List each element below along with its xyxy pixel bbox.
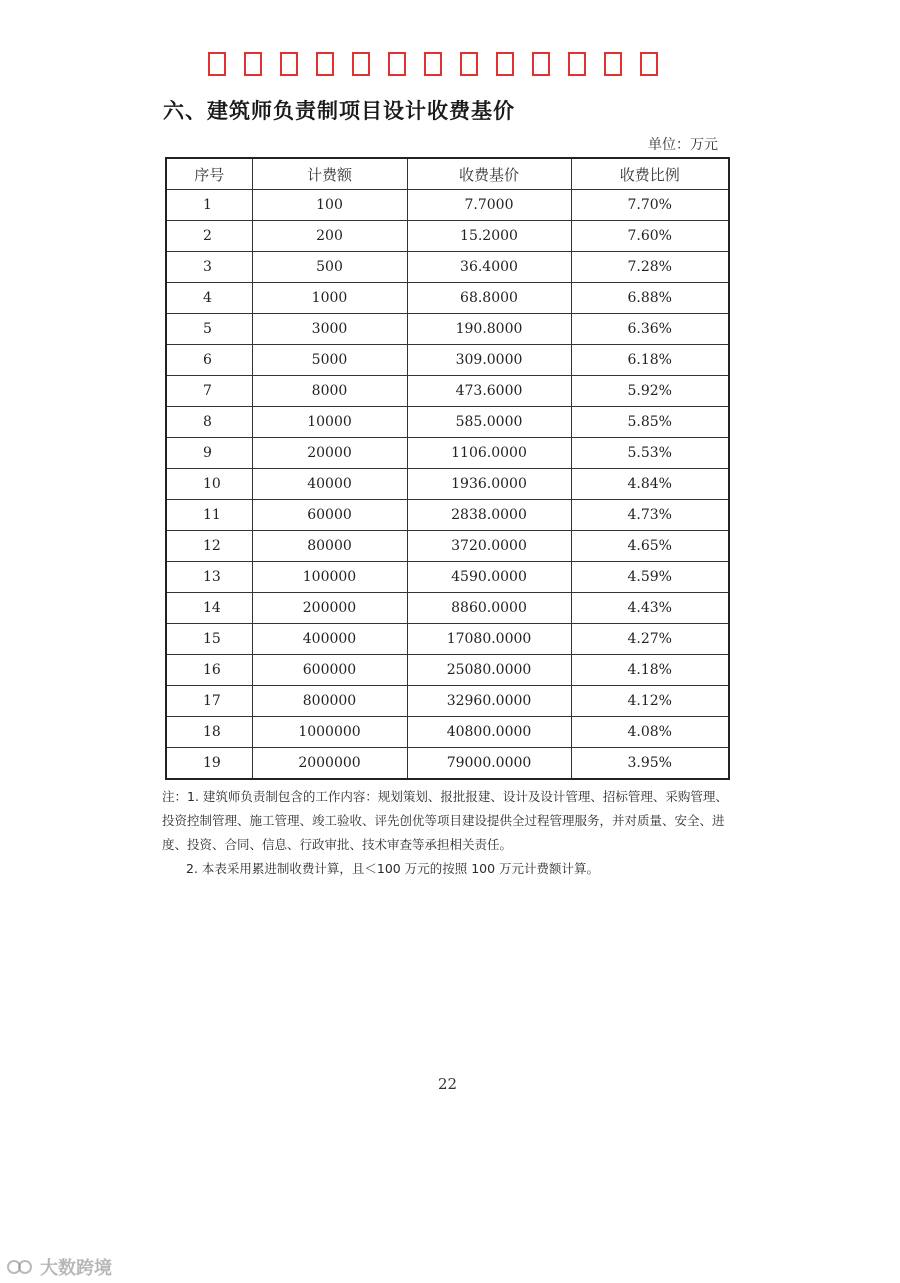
cell-base-price: 17080.0000 xyxy=(407,624,571,655)
column-header-index: 序号 xyxy=(166,158,252,190)
cell-fee-amount: 1000 xyxy=(252,283,407,314)
cell-ratio: 3.95% xyxy=(571,748,729,780)
cell-ratio: 4.08% xyxy=(571,717,729,748)
watermark-logo-icon xyxy=(6,1258,34,1276)
page-title: 六、建筑师负责制项目设计收费基价 xyxy=(163,99,515,123)
cell-fee-amount: 800000 xyxy=(252,686,407,717)
notes-section xyxy=(162,785,732,881)
table-header-row xyxy=(166,158,729,190)
cell-base-price: 309.0000 xyxy=(407,345,571,376)
stamp-box xyxy=(280,52,298,76)
table-row xyxy=(166,717,729,748)
cell-index: 12 xyxy=(166,531,252,562)
cell-base-price: 40800.0000 xyxy=(407,717,571,748)
cell-index: 16 xyxy=(166,655,252,686)
cell-ratio: 5.85% xyxy=(571,407,729,438)
stamp-box xyxy=(460,52,478,76)
cell-index: 9 xyxy=(166,438,252,469)
cell-ratio: 4.43% xyxy=(571,593,729,624)
cell-ratio: 6.18% xyxy=(571,345,729,376)
cell-ratio: 7.70% xyxy=(571,190,729,221)
cell-fee-amount: 5000 xyxy=(252,345,407,376)
table-row xyxy=(166,221,729,252)
cell-index: 14 xyxy=(166,593,252,624)
cell-index: 4 xyxy=(166,283,252,314)
cell-fee-amount: 1000000 xyxy=(252,717,407,748)
cell-index: 19 xyxy=(166,748,252,780)
stamp-box xyxy=(316,52,334,76)
cell-fee-amount: 40000 xyxy=(252,469,407,500)
column-header-fee-amount: 计费额 xyxy=(252,158,407,190)
stamp-box xyxy=(244,52,262,76)
cell-base-price: 25080.0000 xyxy=(407,655,571,686)
table-row xyxy=(166,252,729,283)
table-row xyxy=(166,531,729,562)
note-1: 注：1. 建筑师负责制包含的工作内容：规划策划、报批报建、设计及设计管理、招标管理、采购管理、投资控制管理、施工管理、竣工验收、评先创优等项目建设提供全过程管理服务，并对质量、安全、进度、投资、合同、信息、行政审批、技术审查等承担相关责任。 xyxy=(162,789,728,852)
fee-table xyxy=(165,157,730,780)
cell-ratio: 7.28% xyxy=(571,252,729,283)
cell-ratio: 6.88% xyxy=(571,283,729,314)
cell-index: 17 xyxy=(166,686,252,717)
cell-base-price: 36.4000 xyxy=(407,252,571,283)
table-row xyxy=(166,438,729,469)
stamp-box xyxy=(424,52,442,76)
table-row xyxy=(166,655,729,686)
cell-fee-amount: 100 xyxy=(252,190,407,221)
stamp-box xyxy=(532,52,550,76)
stamp-box xyxy=(208,52,226,76)
table-row xyxy=(166,190,729,221)
table-row xyxy=(166,407,729,438)
cell-ratio: 4.27% xyxy=(571,624,729,655)
cell-base-price: 1106.0000 xyxy=(407,438,571,469)
watermark xyxy=(6,1254,112,1280)
cell-ratio: 7.60% xyxy=(571,221,729,252)
cell-base-price: 8860.0000 xyxy=(407,593,571,624)
table-row xyxy=(166,624,729,655)
cell-ratio: 4.12% xyxy=(571,686,729,717)
column-header-base-price: 收费基价 xyxy=(407,158,571,190)
cell-base-price: 32960.0000 xyxy=(407,686,571,717)
cell-index: 6 xyxy=(166,345,252,376)
cell-fee-amount: 200000 xyxy=(252,593,407,624)
cell-index: 2 xyxy=(166,221,252,252)
table-body xyxy=(166,190,729,780)
cell-ratio: 5.53% xyxy=(571,438,729,469)
table-row xyxy=(166,748,729,780)
cell-base-price: 190.8000 xyxy=(407,314,571,345)
table-row xyxy=(166,314,729,345)
cell-ratio: 5.92% xyxy=(571,376,729,407)
stamp-box xyxy=(388,52,406,76)
table-row xyxy=(166,562,729,593)
cell-fee-amount: 600000 xyxy=(252,655,407,686)
stamp-box xyxy=(604,52,622,76)
cell-ratio: 6.36% xyxy=(571,314,729,345)
table-row xyxy=(166,593,729,624)
cell-base-price: 4590.0000 xyxy=(407,562,571,593)
stamp-box xyxy=(568,52,586,76)
cell-fee-amount: 100000 xyxy=(252,562,407,593)
cell-base-price: 473.6000 xyxy=(407,376,571,407)
table-row xyxy=(166,376,729,407)
table-row xyxy=(166,500,729,531)
column-header-ratio: 收费比例 xyxy=(571,158,729,190)
cell-index: 18 xyxy=(166,717,252,748)
cell-fee-amount: 500 xyxy=(252,252,407,283)
note-2: 2. 本表采用累进制收费计算，且＜100 万元的按照 100 万元计费额计算。 xyxy=(186,861,600,876)
cell-fee-amount: 60000 xyxy=(252,500,407,531)
cell-index: 10 xyxy=(166,469,252,500)
page-number: 22 xyxy=(438,1075,458,1093)
table-row xyxy=(166,469,729,500)
cell-index: 5 xyxy=(166,314,252,345)
cell-base-price: 585.0000 xyxy=(407,407,571,438)
cell-base-price: 15.2000 xyxy=(407,221,571,252)
stamp-box xyxy=(640,52,658,76)
cell-fee-amount: 8000 xyxy=(252,376,407,407)
cell-fee-amount: 400000 xyxy=(252,624,407,655)
unit-label: 单位：万元 xyxy=(648,137,718,153)
cell-ratio: 4.73% xyxy=(571,500,729,531)
stamp-box xyxy=(352,52,370,76)
cell-index: 8 xyxy=(166,407,252,438)
cell-base-price: 3720.0000 xyxy=(407,531,571,562)
table-row xyxy=(166,686,729,717)
cell-index: 7 xyxy=(166,376,252,407)
stamp-box-row xyxy=(208,52,658,76)
table-row xyxy=(166,345,729,376)
cell-fee-amount: 3000 xyxy=(252,314,407,345)
cell-fee-amount: 80000 xyxy=(252,531,407,562)
cell-base-price: 7.7000 xyxy=(407,190,571,221)
cell-ratio: 4.18% xyxy=(571,655,729,686)
cell-ratio: 4.84% xyxy=(571,469,729,500)
table-row xyxy=(166,283,729,314)
cell-index: 15 xyxy=(166,624,252,655)
cell-fee-amount: 20000 xyxy=(252,438,407,469)
cell-fee-amount: 2000000 xyxy=(252,748,407,780)
cell-index: 1 xyxy=(166,190,252,221)
cell-ratio: 4.59% xyxy=(571,562,729,593)
stamp-box xyxy=(496,52,514,76)
cell-index: 13 xyxy=(166,562,252,593)
cell-fee-amount: 200 xyxy=(252,221,407,252)
cell-index: 11 xyxy=(166,500,252,531)
cell-index: 3 xyxy=(166,252,252,283)
cell-base-price: 68.8000 xyxy=(407,283,571,314)
cell-base-price: 79000.0000 xyxy=(407,748,571,780)
cell-fee-amount: 10000 xyxy=(252,407,407,438)
watermark-text: 大数跨境 xyxy=(40,1258,112,1279)
cell-base-price: 2838.0000 xyxy=(407,500,571,531)
cell-ratio: 4.65% xyxy=(571,531,729,562)
cell-base-price: 1936.0000 xyxy=(407,469,571,500)
